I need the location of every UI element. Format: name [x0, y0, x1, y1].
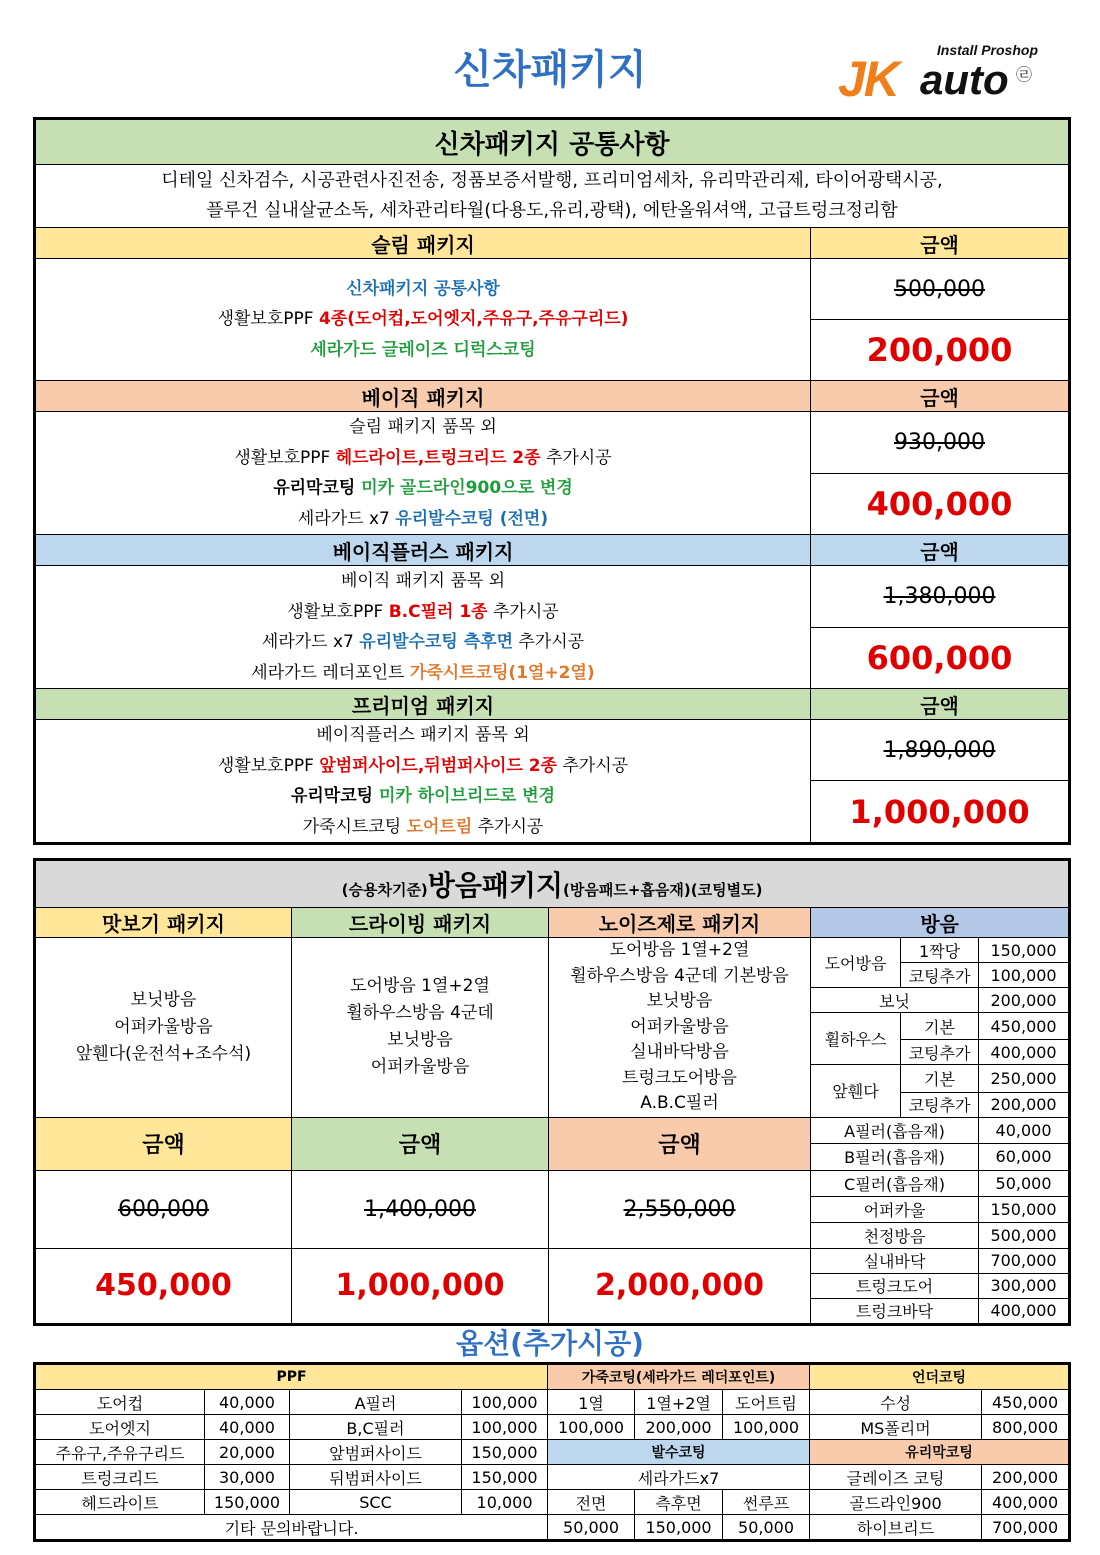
- amount-label: 금액: [811, 535, 1070, 566]
- basic-old-price: 930,000: [811, 412, 1070, 474]
- noisezero-package-title: 노이즈제로 패키지: [549, 908, 811, 938]
- basic-package-title: 베이직 패키지: [35, 381, 811, 412]
- water-repellent-header: 발수코팅: [548, 1440, 810, 1465]
- slim-old-price: 500,000: [811, 259, 1070, 320]
- driving-old-price: 1,400,000: [292, 1170, 549, 1248]
- amount-label: 금액: [811, 228, 1070, 259]
- new-car-package-table: [33, 117, 1071, 845]
- premium-package-title: 프리미엄 패키지: [35, 689, 811, 720]
- premium-price: 1,000,000: [811, 781, 1070, 844]
- taste-package-title: 맛보기 패키지: [35, 908, 292, 938]
- brand-logo: [838, 40, 1048, 107]
- driving-package-title: 드라이빙 패키지: [292, 908, 549, 938]
- premium-old-price: 1,890,000: [811, 720, 1070, 781]
- driving-package-items: 도어방음 1열+2열 휠하우스방음 4군데 보닛방음 어퍼카울방음: [292, 938, 549, 1118]
- soundproof-header: (승용차기준)방음패키지(방음패드+흡음재)(코팅별도): [35, 860, 1070, 908]
- options-table: PPF 가죽코팅(세라가드 레더포인트) 언더코팅 도어컵 40,000 A필러 100,000 1열 1열+2열 도어트림 수성 450,000 도어엣지 40,000 B,C필러 100,000 100,000 200,000 100,000 MS폴리머 800,000 주유구,주유구리드 20,000 앞범퍼사이드 150,000 발수코팅 유리막코팅 트렁크리드 30,000 뒤범퍼사이드 150,000 세라가드x7 글레이즈 코팅 200,000 헤드라이트 150,000 SCC 10,000 전면 측후면 썬루프 골드라인900 400,000 기타 문의바랍니다. 50,000 150,000 50,000 하이브리드 700,000: [33, 1362, 1071, 1542]
- slim-package-title: 슬림 패키지: [35, 228, 811, 259]
- slim-package-desc: 신차패키지 공통사항 생활보호PPF 4종(도어컵,도어엣지,주유구,주유구리드) 세라가드 글레이즈 디럭스코팅: [35, 259, 811, 381]
- logo-tagline: Install Proshop: [936, 42, 1038, 58]
- basicplus-package-title: 베이직플러스 패키지: [35, 535, 811, 566]
- noisezero-price: 2,000,000: [549, 1248, 811, 1324]
- amount-label: 금액: [35, 1117, 292, 1170]
- amount-label: 금액: [811, 381, 1070, 412]
- page-title: 신차패키지: [453, 47, 647, 93]
- taste-price: 450,000: [35, 1248, 292, 1324]
- logo-mark: ㉣: [1016, 65, 1033, 84]
- amount-label: 금액: [549, 1117, 811, 1170]
- logo-jk: JK: [838, 51, 898, 107]
- basicplus-package-desc: 베이직 패키지 품목 외 생활보호PPF B.C필러 1종 추가시공 세라가드 x7 유리발수코팅 측후면 추가시공 세라가드 레더포인트 가죽시트코팅(1열+2열): [35, 566, 811, 689]
- door-label: 도어방음: [811, 938, 901, 988]
- noisezero-old-price: 2,550,000: [549, 1170, 811, 1248]
- wheelhouse-label: 휠하우스: [811, 1013, 901, 1065]
- taste-package-items: 보닛방음 어퍼카울방음 앞휀다(운전석+조수석): [35, 938, 292, 1118]
- basicplus-price: 600,000: [811, 627, 1070, 689]
- taste-old-price: 600,000: [35, 1170, 292, 1248]
- soundproof-side-header: 방음: [811, 908, 1070, 938]
- soundproof-package-table: (승용차기준)방음패키지(방음패드+흡음재)(코팅별도) 맛보기 패키지 드라이빙 패키지 노이즈제로 패키지 방음 보닛방음 어퍼카울방음 앞휀다(운전석+조수석) 도어방음 1열+2열 휠하우스방음 4군데 보닛방음 어퍼카울방음 도어방음 1열+2열 휠하우스방음 4군데 기본방음 보닛방음 어퍼카울방음 실내바닥방음 트렁크도어방음 A.B.C필러 도어방음 1짝당 150,000 코팅추가 100,000 보닛 200,000 휠하우스 기본 450,000 코팅추가 400,000 앞휀다 기본 250,000 코팅추가 200,000 금액 금액 금액 A필러(흡음재) 40,000 B필러(흡음재) 60,000 600,000 1,400,000 2,550,000 C필러(흡음재) 50,000 어퍼카울 150,000 천정방음 500,000 450,000 1,000,000 2,000,000 실내바닥 700,000 트렁크도어 300,000 트렁크바닥 400,000: [33, 858, 1071, 1326]
- noisezero-package-items: 도어방음 1열+2열 휠하우스방음 4군데 기본방음 보닛방음 어퍼카울방음 실내바닥방음 트렁크도어방음 A.B.C필러: [549, 938, 811, 1118]
- ppf-header: PPF: [35, 1364, 548, 1390]
- premium-package-desc: 베이직플러스 패키지 품목 외 생활보호PPF 앞범퍼사이드,뒤범퍼사이드 2종 추가시공 유리막코팅 미카 하이브리드로 변경 가죽시트코팅 도어트림 추가시공: [35, 720, 811, 844]
- amount-label: 금액: [292, 1117, 549, 1170]
- common-header: 신차패키지 공통사항: [35, 119, 1070, 165]
- basic-package-desc: 슬림 패키지 품목 외 생활보호PPF 헤드라이트,트렁크리드 2종 추가시공 유리막코팅 미카 골드라인900으로 변경 세라가드 x7 유리발수코팅 (전면): [35, 412, 811, 535]
- options-title: 옵션(추가시공): [456, 1327, 644, 1360]
- fender-label: 앞휀다: [811, 1065, 901, 1117]
- ppf-note: 기타 문의바랍니다.: [35, 1515, 548, 1541]
- basicplus-old-price: 1,380,000: [811, 566, 1070, 628]
- common-items: 디테일 신차검수, 시공관련사진전송, 정품보증서발행, 프리미엄세차, 유리막관리제, 타이어광택시공, 플루건 실내살균소독, 세차관리타월(다용도,유리,광택), 에탄올워셔액, 고급트렁크정리함: [35, 165, 1070, 228]
- glass-coating-header: 유리막코팅: [810, 1440, 1070, 1465]
- basic-price: 400,000: [811, 473, 1070, 535]
- amount-label: 금액: [811, 689, 1070, 720]
- driving-price: 1,000,000: [292, 1248, 549, 1324]
- bonnet-label: 보닛: [811, 988, 979, 1013]
- slim-price: 200,000: [811, 320, 1070, 381]
- under-header: 언더코팅: [810, 1364, 1070, 1390]
- logo-auto: auto: [920, 56, 1009, 103]
- leather-header: 가죽코팅(세라가드 레더포인트): [548, 1364, 810, 1390]
